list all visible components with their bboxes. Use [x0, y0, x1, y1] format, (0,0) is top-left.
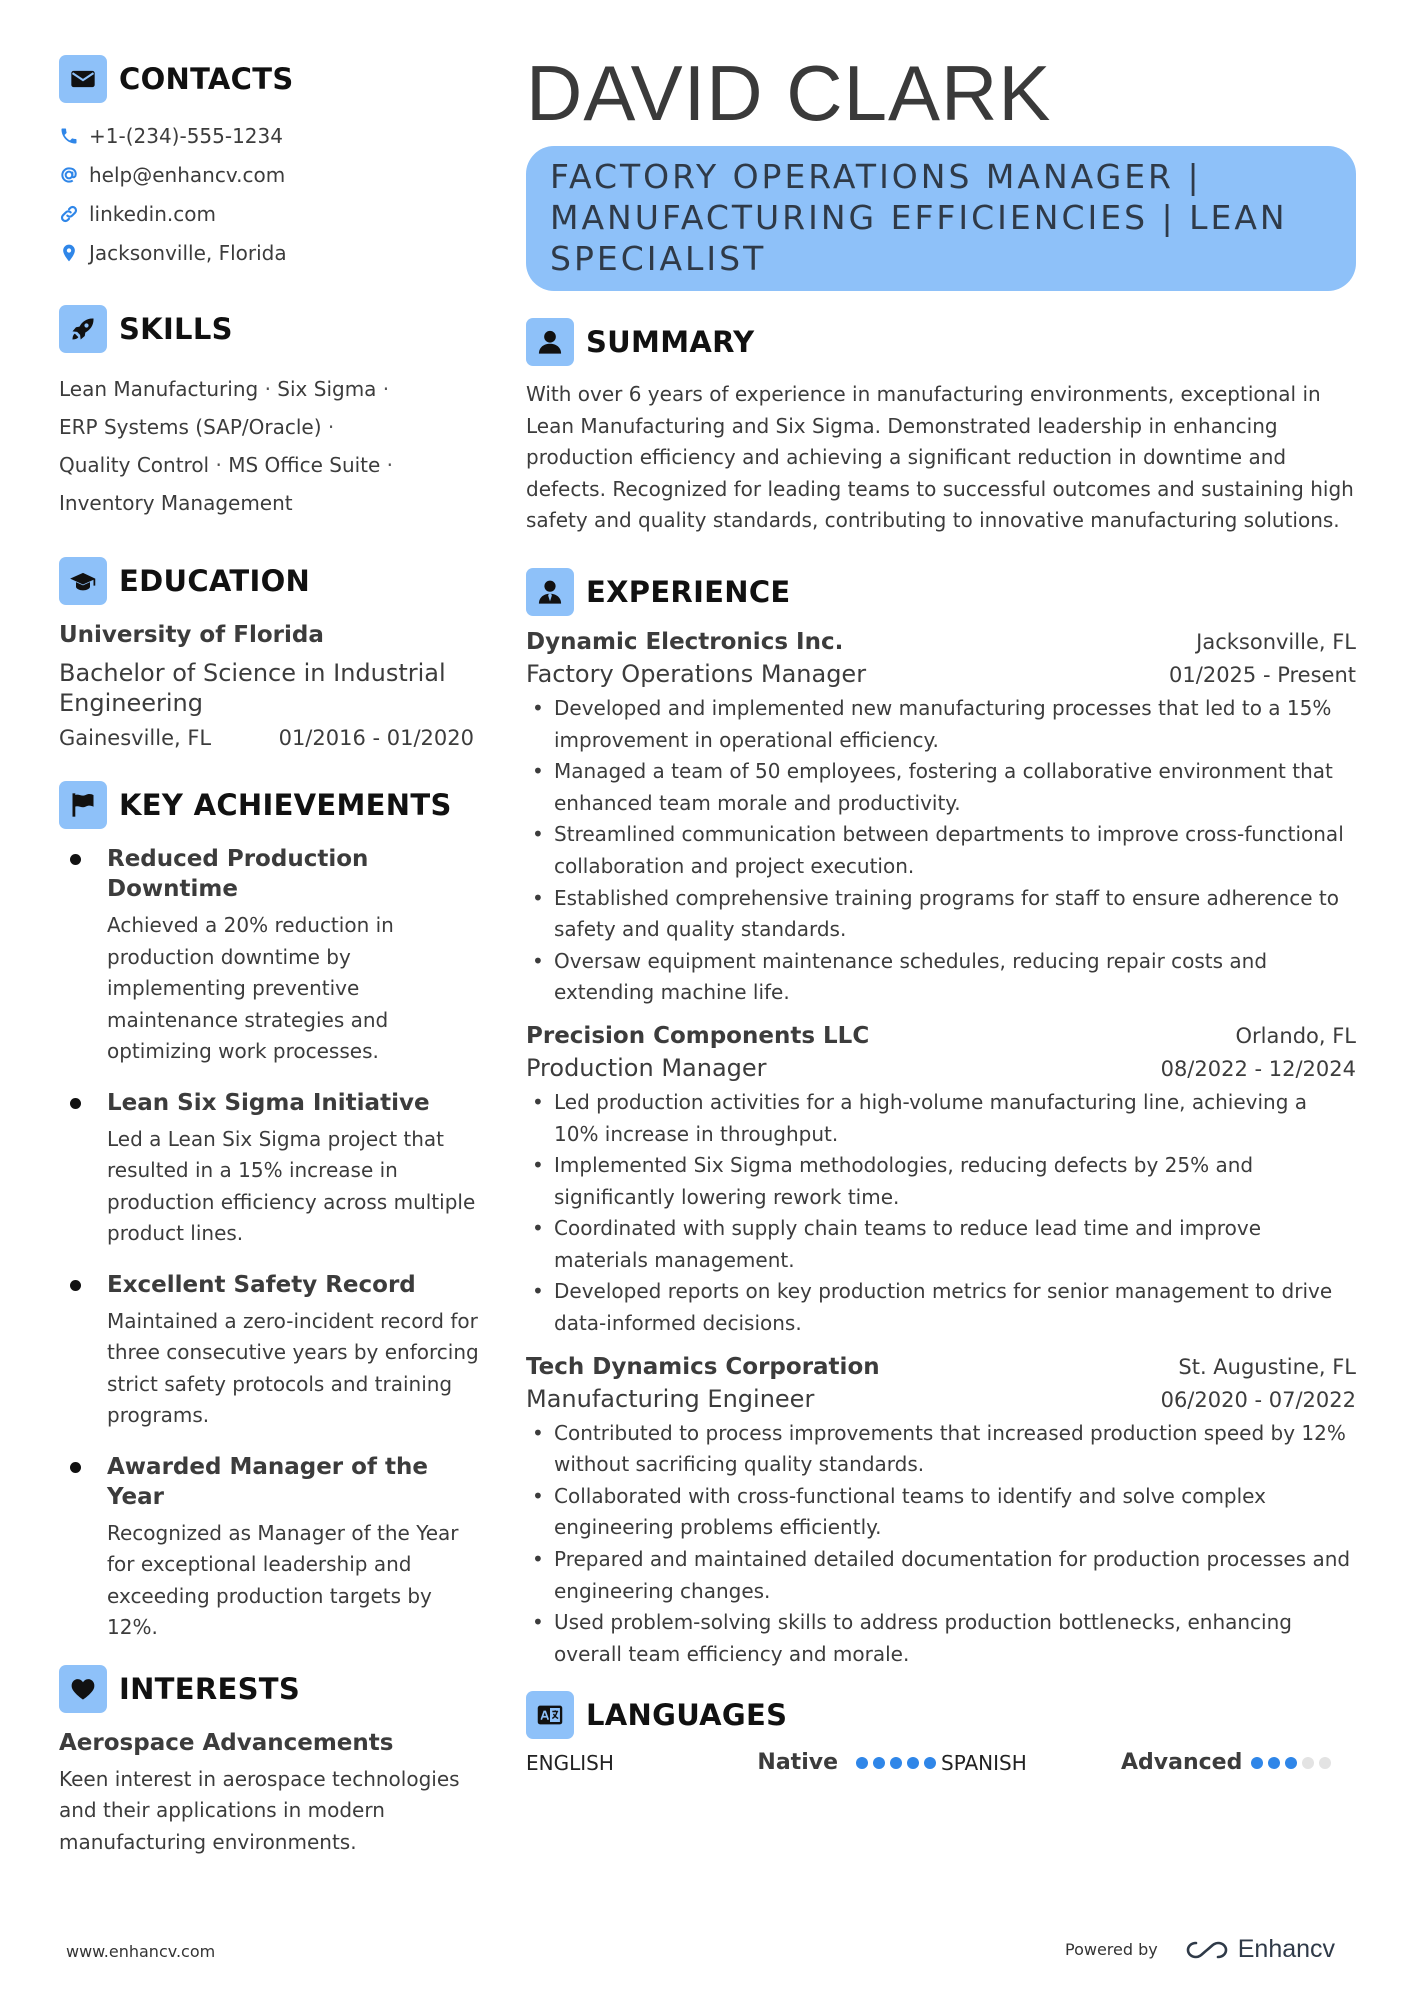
- job-company: Tech Dynamics Corporation: [526, 1353, 880, 1380]
- interest-desc: Keen interest in aerospace technologies and their applications in modern manufacturing environments.: [59, 1766, 460, 1854]
- job-location: Jacksonville, FL: [1196, 629, 1356, 654]
- contact-phone[interactable]: [59, 116, 479, 155]
- linkedin-text: linkedin.com: [89, 201, 216, 226]
- enhancv-logo-icon: [1184, 1937, 1230, 1963]
- skill-item: MS Office Suite: [228, 453, 381, 477]
- summary-title: SUMMARY: [586, 325, 755, 359]
- job-bullet: • Prepared and maintained detailed documentation for production processes and engineering changes.: [526, 1544, 1356, 1607]
- job-role: Factory Operations Manager: [526, 659, 867, 688]
- businessman-icon: [526, 568, 574, 616]
- bullet-icon: [70, 1280, 81, 1291]
- phone-text: +1-(234)-555-1234: [89, 123, 283, 148]
- language-rating: [856, 1757, 941, 1769]
- job-bullet: • Implemented Six Sigma methodologies, reducing defects by 25% and significantly lowering rework time.: [526, 1150, 1356, 1213]
- rating-dot-filled: [856, 1757, 868, 1769]
- contact-linkedin[interactable]: [59, 194, 479, 233]
- achievement-item: [59, 1270, 479, 1432]
- bullet-icon: [70, 1098, 81, 1109]
- achievement-desc: Recognized as Manager of the Year for exceptional leadership and exceeding production targets by 12%.: [107, 1520, 459, 1639]
- skill-item: Lean Manufacturing: [59, 377, 259, 401]
- interests-header: [59, 1664, 479, 1714]
- job-bullet: • Led production activities for a high-volume manufacturing line, achieving a 10% increase in throughput.: [526, 1087, 1356, 1150]
- education-header: [59, 556, 479, 606]
- job-dates: 06/2020 - 07/2022: [1160, 1387, 1356, 1412]
- achievement-item: [59, 1452, 479, 1644]
- achievement-title: Lean Six Sigma Initiative: [107, 1089, 430, 1116]
- contacts-title: CONTACTS: [119, 62, 294, 96]
- skill-item: Six Sigma: [277, 377, 377, 401]
- interest-title: Aerospace Advancements: [59, 1729, 394, 1756]
- headline-banner: FACTORY OPERATIONS MANAGER | MANUFACTURING EFFICIENCIES | LEAN SPECIALIST: [526, 146, 1356, 291]
- job-company: Precision Components LLC: [526, 1022, 870, 1049]
- education-school: University of Florida: [59, 622, 324, 648]
- achievement-item: [59, 1088, 479, 1250]
- skills-header: [59, 304, 479, 354]
- achievements-header: [59, 780, 479, 830]
- language-name: SPANISH: [941, 1750, 1027, 1775]
- contact-email[interactable]: [59, 155, 479, 194]
- flag-icon: [59, 781, 107, 829]
- translate-icon: [526, 1691, 574, 1739]
- contacts-header: [59, 54, 479, 104]
- job-role: Manufacturing Engineer: [526, 1384, 815, 1413]
- rating-dot-filled: [1251, 1757, 1263, 1769]
- heart-icon: [59, 1665, 107, 1713]
- rating-dot-filled: [924, 1757, 936, 1769]
- job-entry: [526, 629, 1356, 1009]
- job-bullet: • Used problem-solving skills to address production bottlenecks, enhancing overall team efficiency and morale.: [526, 1607, 1356, 1670]
- summary-header: [526, 317, 1356, 367]
- language-level: Advanced: [1121, 1750, 1243, 1776]
- rating-dot-filled: [890, 1757, 902, 1769]
- link-icon: [59, 204, 89, 224]
- contact-location: [59, 233, 479, 272]
- footer-website[interactable]: www.enhancv.com: [66, 1942, 216, 1961]
- achievement-item: [59, 844, 479, 1068]
- rating-dot-filled: [1268, 1757, 1280, 1769]
- location-text: Jacksonville, Florida: [89, 240, 287, 265]
- education-degree: Bachelor of Science in Industrial Engineering: [59, 659, 446, 717]
- education-title: EDUCATION: [119, 564, 311, 598]
- job-company: Dynamic Electronics Inc.: [526, 628, 844, 655]
- achievement-desc: Maintained a zero-incident record for three consecutive years by enforcing strict safety protocols and training programs.: [107, 1308, 479, 1427]
- graduation-cap-icon: [59, 557, 107, 605]
- rating-dot-empty: [1302, 1757, 1314, 1769]
- job-bullet: • Streamlined communication between departments to improve cross-functional collaboration and project execution.: [526, 819, 1356, 882]
- achievement-title: Excellent Safety Record: [107, 1271, 416, 1298]
- job-bullet: • Established comprehensive training programs for staff to ensure adherence to safety and quality standards.: [526, 883, 1356, 946]
- skill-item: ERP Systems (SAP/Oracle): [59, 415, 322, 439]
- achievement-title: Awarded Manager of the Year: [107, 1453, 428, 1510]
- job-location: St. Augustine, FL: [1178, 1354, 1356, 1379]
- rating-dot-filled: [907, 1757, 919, 1769]
- achievement-title: Reduced Production Downtime: [107, 846, 369, 902]
- job-bullet: • Managed a team of 50 employees, fostering a collaborative environment that enhanced team morale and productivity.: [526, 756, 1356, 819]
- job-dates: 08/2022 - 12/2024: [1160, 1056, 1356, 1081]
- achievements-title: KEY ACHIEVEMENTS: [119, 788, 452, 822]
- footer-branding: [1065, 1935, 1335, 1964]
- bullet-icon: [70, 1462, 81, 1473]
- right-column: [526, 48, 1356, 1775]
- education-dates: 01/2016 - 01/2020: [278, 726, 474, 750]
- at-icon: [59, 165, 89, 185]
- skill-item: Inventory Management: [59, 491, 293, 515]
- job-dates: 01/2025 - Present: [1169, 662, 1356, 687]
- phone-icon: [59, 126, 89, 146]
- powered-by-text: Powered by: [1065, 1940, 1158, 1959]
- enhancv-logo[interactable]: [1184, 1935, 1335, 1964]
- bullet-icon: [70, 854, 81, 865]
- rating-dot-filled: [873, 1757, 885, 1769]
- rating-dot-empty: [1319, 1757, 1331, 1769]
- email-text: help@enhancv.com: [89, 162, 286, 187]
- envelope-icon: [59, 55, 107, 103]
- skills-title: SKILLS: [119, 312, 233, 346]
- experience-title: EXPERIENCE: [586, 574, 791, 609]
- experience-header: [526, 567, 1356, 617]
- left-column: [59, 54, 479, 1858]
- education-location: Gainesville, FL: [59, 726, 212, 750]
- skills-list: Lean Manufacturing · Six Sigma · ERP Systems (SAP/Oracle) · Quality Control · MS Office Suite · Inventory Management: [59, 377, 394, 515]
- candidate-name: DAVID CLARK: [526, 49, 1052, 137]
- job-role: Production Manager: [526, 1053, 767, 1082]
- languages-list: [526, 1750, 1356, 1775]
- language-name: ENGLISH: [526, 1750, 614, 1775]
- language-item: [941, 1750, 1341, 1775]
- language-item: [526, 1750, 941, 1775]
- job-bullet: • Oversaw equipment maintenance schedules, reducing repair costs and extending machine life.: [526, 946, 1356, 1009]
- map-pin-icon: [59, 243, 89, 263]
- job-bullet: • Coordinated with supply chain teams to reduce lead time and improve materials management.: [526, 1213, 1356, 1276]
- languages-title: LANGUAGES: [586, 1698, 788, 1733]
- user-icon: [526, 318, 574, 366]
- brand-name: Enhancv: [1237, 1935, 1336, 1963]
- interests-title: INTERESTS: [119, 1671, 301, 1706]
- job-bullet: • Developed and implemented new manufacturing processes that led to a 15% improvement in operational efficiency.: [526, 693, 1356, 756]
- skill-item: Quality Control: [59, 453, 210, 477]
- rocket-icon: [59, 305, 107, 353]
- languages-header: [526, 1690, 1356, 1740]
- job-bullet: • Collaborated with cross-functional teams to identify and solve complex engineering problems efficiently.: [526, 1481, 1356, 1544]
- achievement-desc: Achieved a 20% reduction in production downtime by implementing preventive maintenance strategies and optimizing work processes.: [107, 913, 394, 1063]
- summary-text: With over 6 years of experience in manufacturing environments, exceptional in Lean Manufacturing and Six Sigma. Demonstrated leadership in enhancing production efficiency and achieving a significant reduction in downtime and defects. Recognized for leading teams to successful outcomes and sustaining high safety and quality standards, contributing to innovative manufacturing solutions.: [526, 382, 1354, 533]
- rating-dot-filled: [1285, 1757, 1297, 1769]
- job-entry: [526, 1354, 1356, 1671]
- language-level: Native: [757, 1750, 838, 1776]
- job-bullet: • Contributed to process improvements that increased production speed by 12% without sacrificing quality standards.: [526, 1418, 1356, 1481]
- job-bullet: • Developed reports on key production metrics for senior management to drive data-informed decisions.: [526, 1276, 1356, 1339]
- language-rating: [1251, 1757, 1336, 1769]
- achievement-desc: Led a Lean Six Sigma project that resulted in a 15% increase in production efficiency across multiple product lines.: [107, 1126, 476, 1245]
- job-entry: [526, 1023, 1356, 1340]
- job-location: Orlando, FL: [1235, 1023, 1356, 1048]
